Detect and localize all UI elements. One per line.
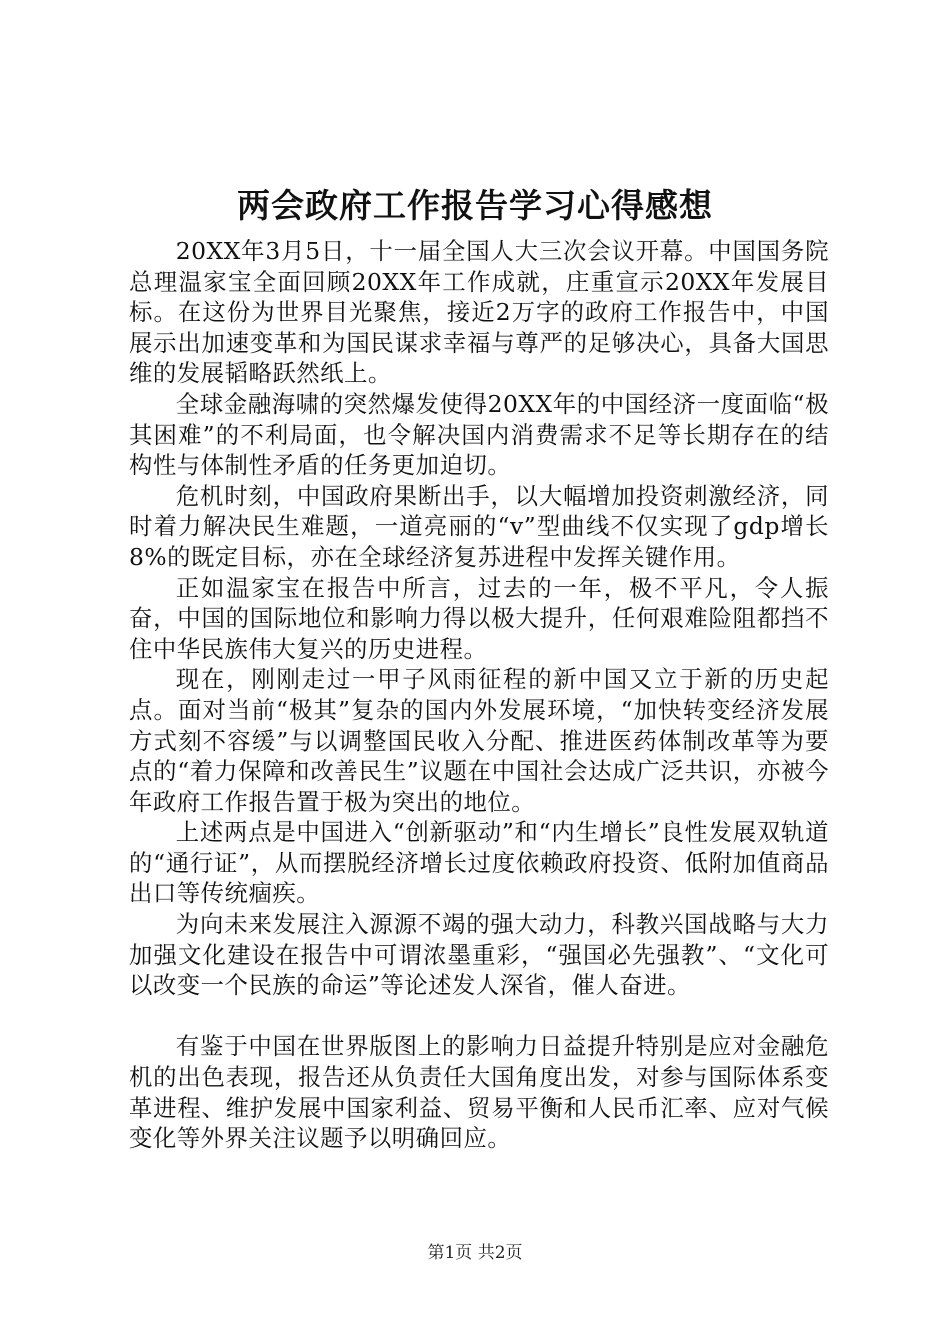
paragraph-3: 危机时刻，中国政府果断出手，以大幅增加投资刺激经济，同时着力解决民生难题，一道亮丽的“v”型曲线不仅实现了gdp增长8%的既定目标，亦在全球经济复苏进程中发挥关键作用。 (129, 481, 829, 571)
page-footer: 第1页 共2页 (427, 1243, 523, 1263)
paragraph-4: 正如温家宝在报告中所言，过去的一年，极不平凡，令人振奋，中国的国际地位和影响力得以极大提升，任何艰难险阻都挡不住中华民族伟大复兴的历史进程。 (129, 573, 829, 663)
paragraph-6: 上述两点是中国进入“创新驱动”和“内生增长”良性发展双轨道的“通行证”，从而摆脱经济增长过度依赖政府投资、低附加值商品出口等传统痼疾。 (129, 818, 829, 908)
paragraph-8: 有鉴于中国在世界版图上的影响力日益提升特别是应对金融危机的出色表现，报告还从负责任大国角度出发，对参与国际体系变革进程、维护发展中国家利益、贸易平衡和人民币汇率、应对气候变化等外界关注议题予以明确回应。 (129, 1032, 829, 1153)
document-title: 两会政府工作报告学习心得感想 (237, 186, 713, 225)
document-body (129, 236, 829, 1154)
paragraph-1: 20XX年3月5日，十一届全国人大三次会议开幕。中国国务院总理温家宝全面回顾20XX年工作成就，庄重宣示20XX年发展目标。在这份为世界目光聚焦，接近2万字的政府工作报告中，中国展示出加速变革和为国民谋求幸福与尊严的足够决心，具备大国思维的发展韬略跃然纸上。 (129, 237, 829, 388)
paragraph-2: 全球金融海啸的突然爆发使得20XX年的中国经济一度面临“极其困难”的不利局面，也令解决国内消费需求不足等长期存在的结构性与体制性矛盾的任务更加迫切。 (129, 389, 829, 480)
paragraph-7: 为向未来发展注入源源不竭的强大动力，科教兴国战略与大力加强文化建设在报告中可谓浓墨重彩，“强国必先强教”、“文化可以改变一个民族的命运”等论述发人深省，催人奋进。 (129, 910, 829, 1000)
paragraph-5: 现在，刚刚走过一甲子风雨征程的新中国又立于新的历史起点。面对当前“极其”复杂的国内外发展环境，“加快转变经济发展方式刻不容缓”与以调整国民收入分配、推进医药体制改革等为要点的“着力保障和改善民生”议题在中国社会达成广泛共识，亦被今年政府工作报告置于极为突出的地位。 (129, 665, 829, 816)
